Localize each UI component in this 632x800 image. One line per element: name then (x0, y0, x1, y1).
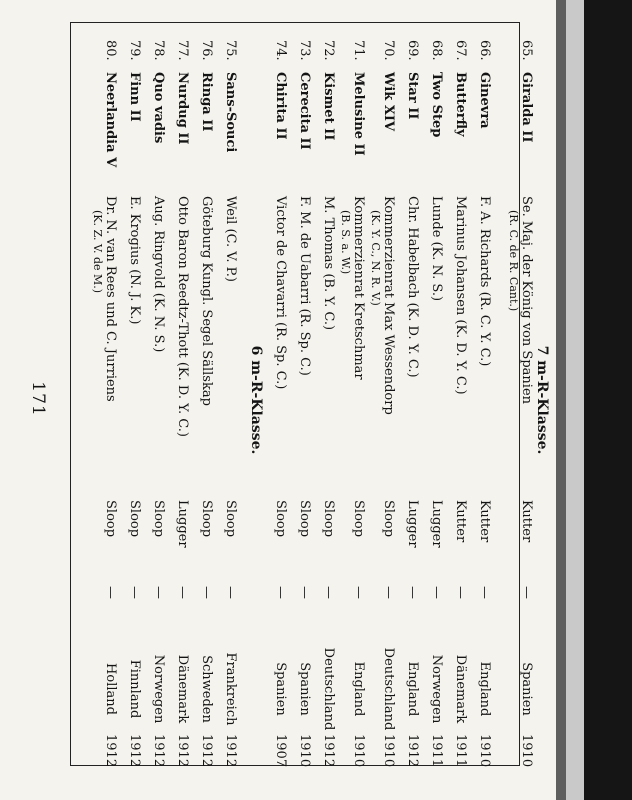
yacht-name: Quo vadis (151, 72, 166, 144)
year-built: 1912 (151, 734, 166, 768)
country: England (477, 661, 492, 717)
country: Norwegen (151, 654, 166, 724)
year-built: 1912 (405, 734, 420, 768)
owner-name: Kommerzienrat Kretschmar (351, 196, 366, 380)
yacht-name: Wik XIV (381, 72, 396, 132)
year-built: 1910 (297, 734, 312, 768)
year-built: 1907 (273, 734, 288, 768)
year-built: 1912 (223, 734, 238, 768)
yacht-name: Butterfly (453, 72, 468, 137)
rig-type: Sloop (103, 500, 118, 538)
year-built: 1911 (429, 734, 444, 768)
table-row (122, 0, 142, 800)
row-number: 70. (381, 40, 396, 61)
owner-name: Otto Baron Reedtz-Thott (K. D. Y. C.) (175, 196, 190, 437)
table-row (472, 0, 492, 800)
yacht-name: Melusine II (351, 72, 366, 156)
separator-dash: — (273, 586, 288, 599)
row-number: 76. (199, 40, 214, 61)
year-built: 1912 (103, 734, 118, 768)
country: Deutschland (321, 647, 336, 731)
section-title-6m: 6 m-R-Klasse. (248, 345, 264, 455)
yacht-name: Nurdug II (175, 72, 190, 145)
table-row (316, 0, 336, 800)
page-edge-gray (556, 0, 566, 800)
owner-name: E. Krogius (N. J. K.) (127, 196, 142, 325)
owner-name: Lunde (K. N. S.) (429, 196, 444, 302)
country: Frankreich (223, 652, 238, 726)
table-row (98, 0, 118, 800)
country: Holland (103, 663, 118, 715)
yacht-name: Ringa II (199, 72, 214, 132)
separator-dash: — (297, 586, 312, 599)
year-built: 1911 (453, 734, 468, 768)
binding-shadow (584, 0, 632, 800)
owner-name: Chr. Habelbach (K. D. Y. C.) (405, 196, 420, 378)
country: Spanien (273, 662, 288, 716)
yacht-name: Two Step (429, 72, 444, 138)
owner-name: M. Thomas (B. Y. C.) (321, 196, 336, 331)
rig-type: Lugger (175, 500, 190, 548)
table-row (448, 0, 468, 800)
owner-name: Victor de Chavarri (R. Sp. C.) (273, 196, 288, 390)
table-row (514, 0, 534, 800)
row-number: 69. (405, 40, 420, 61)
yacht-name: Neerlandia V (103, 72, 118, 168)
separator-dash: — (381, 586, 396, 599)
owner-name: F. A. Richards (R. C. Y. C.) (477, 196, 492, 367)
separator-dash: — (453, 586, 468, 599)
rig-type: Kutter (453, 500, 468, 543)
rig-type: Sloop (321, 500, 336, 538)
year-built: 1912 (127, 734, 142, 768)
owner-club-note: (K. Z. V. de M.) (91, 210, 104, 294)
table-row (400, 0, 420, 800)
rig-type: Sloop (223, 500, 238, 538)
yacht-name: Finn II (127, 72, 142, 122)
table-row (194, 0, 214, 800)
owner-name: Weil (C. V. P.) (223, 196, 238, 282)
owner-name: Göteburg Kungl. Segel Sällskap (199, 196, 214, 406)
rig-type: Sloop (151, 500, 166, 538)
yacht-name: Ginevra (477, 72, 492, 129)
row-number: 74. (273, 40, 288, 61)
country: Spanien (297, 662, 312, 716)
owner-name: Aug. Ringvold (K. N. S.) (151, 196, 166, 353)
row-number: 75. (223, 40, 238, 61)
table-row (146, 0, 166, 800)
rig-type: Sloop (381, 500, 396, 538)
table-row (346, 0, 366, 800)
separator-dash: — (175, 586, 190, 599)
row-number: 73. (297, 40, 312, 61)
rig-type: Sloop (297, 500, 312, 538)
page-number: 171 (28, 381, 48, 417)
country: England (405, 661, 420, 717)
country: Deutschland (381, 647, 396, 731)
country: Norwegen (429, 654, 444, 724)
row-number: 72. (321, 40, 336, 61)
owner-name: Kommerzienrat Max Wessendorp (381, 196, 396, 415)
yacht-name: Sans-Souci (223, 72, 238, 153)
year-built: 1910 (351, 734, 366, 768)
table-row (376, 0, 396, 800)
owner-club-note: (B. S. a. W.) (339, 210, 352, 275)
separator-dash: — (351, 586, 366, 599)
table-row (218, 0, 238, 800)
yacht-name: Kismet II (321, 72, 336, 141)
country: Finnland (127, 659, 142, 719)
yacht-name: Giralda II (519, 72, 534, 143)
year-built: 1912 (175, 734, 190, 768)
table-row (170, 0, 190, 800)
row-number: 66. (477, 40, 492, 61)
separator-dash: — (477, 586, 492, 599)
rig-type: Sloop (273, 500, 288, 538)
row-number: 78. (151, 40, 166, 61)
separator-dash: — (429, 586, 444, 599)
yacht-name: Star II (405, 72, 420, 120)
page-leaf (566, 0, 584, 800)
separator-dash: — (321, 586, 336, 599)
rig-type: Kutter (519, 500, 534, 543)
country: Spanien (519, 662, 534, 716)
section-title-7m: 7 m-R-Klasse. (534, 345, 550, 455)
separator-dash: — (127, 586, 142, 599)
owner-name: F. M. de Uabarri (R. Sp. C.) (297, 196, 312, 376)
separator-dash: — (151, 586, 166, 599)
row-number: 80. (103, 40, 118, 61)
separator-dash: — (519, 586, 534, 599)
table-row (424, 0, 444, 800)
owner-name: Marinus Johansen (K. D. Y. C.) (453, 196, 468, 395)
row-number: 77. (175, 40, 190, 61)
owner-name: Dr. N. van Rees und C. Jurriens (103, 196, 118, 402)
yacht-name: Cerecita II (297, 72, 312, 150)
country: England (351, 661, 366, 717)
year-built: 1912 (199, 734, 214, 768)
year-built: 1910 (519, 734, 534, 768)
country: Schweden (199, 655, 214, 723)
row-number: 68. (429, 40, 444, 61)
rig-type: Lugger (429, 500, 444, 548)
separator-dash: — (223, 586, 238, 599)
table-row (268, 0, 288, 800)
row-number: 71. (351, 40, 366, 61)
rig-type: Kutter (477, 500, 492, 543)
owner-name: Se. Maj. der König von Spanien (519, 196, 534, 405)
rig-type: Lugger (405, 500, 420, 548)
rig-type: Sloop (199, 500, 214, 538)
row-number: 79. (127, 40, 142, 61)
country: Dänemark (453, 654, 468, 724)
country: Dänemark (175, 654, 190, 724)
separator-dash: — (103, 586, 118, 599)
yacht-name: Chirita II (273, 72, 288, 140)
year-built: 1912 (321, 734, 336, 768)
rig-type: Sloop (127, 500, 142, 538)
book-edge (556, 0, 632, 800)
year-built: 1910 (477, 734, 492, 768)
year-built: 1910 (381, 734, 396, 768)
owner-club-note: (K. Y. C., N. R. V.) (369, 210, 382, 306)
rig-type: Sloop (351, 500, 366, 538)
owner-club-note: (R. C. de R. Cant.) (507, 210, 520, 312)
separator-dash: — (199, 586, 214, 599)
row-number: 65. (519, 40, 534, 61)
separator-dash: — (405, 586, 420, 599)
table-row (292, 0, 312, 800)
row-number: 67. (453, 40, 468, 61)
